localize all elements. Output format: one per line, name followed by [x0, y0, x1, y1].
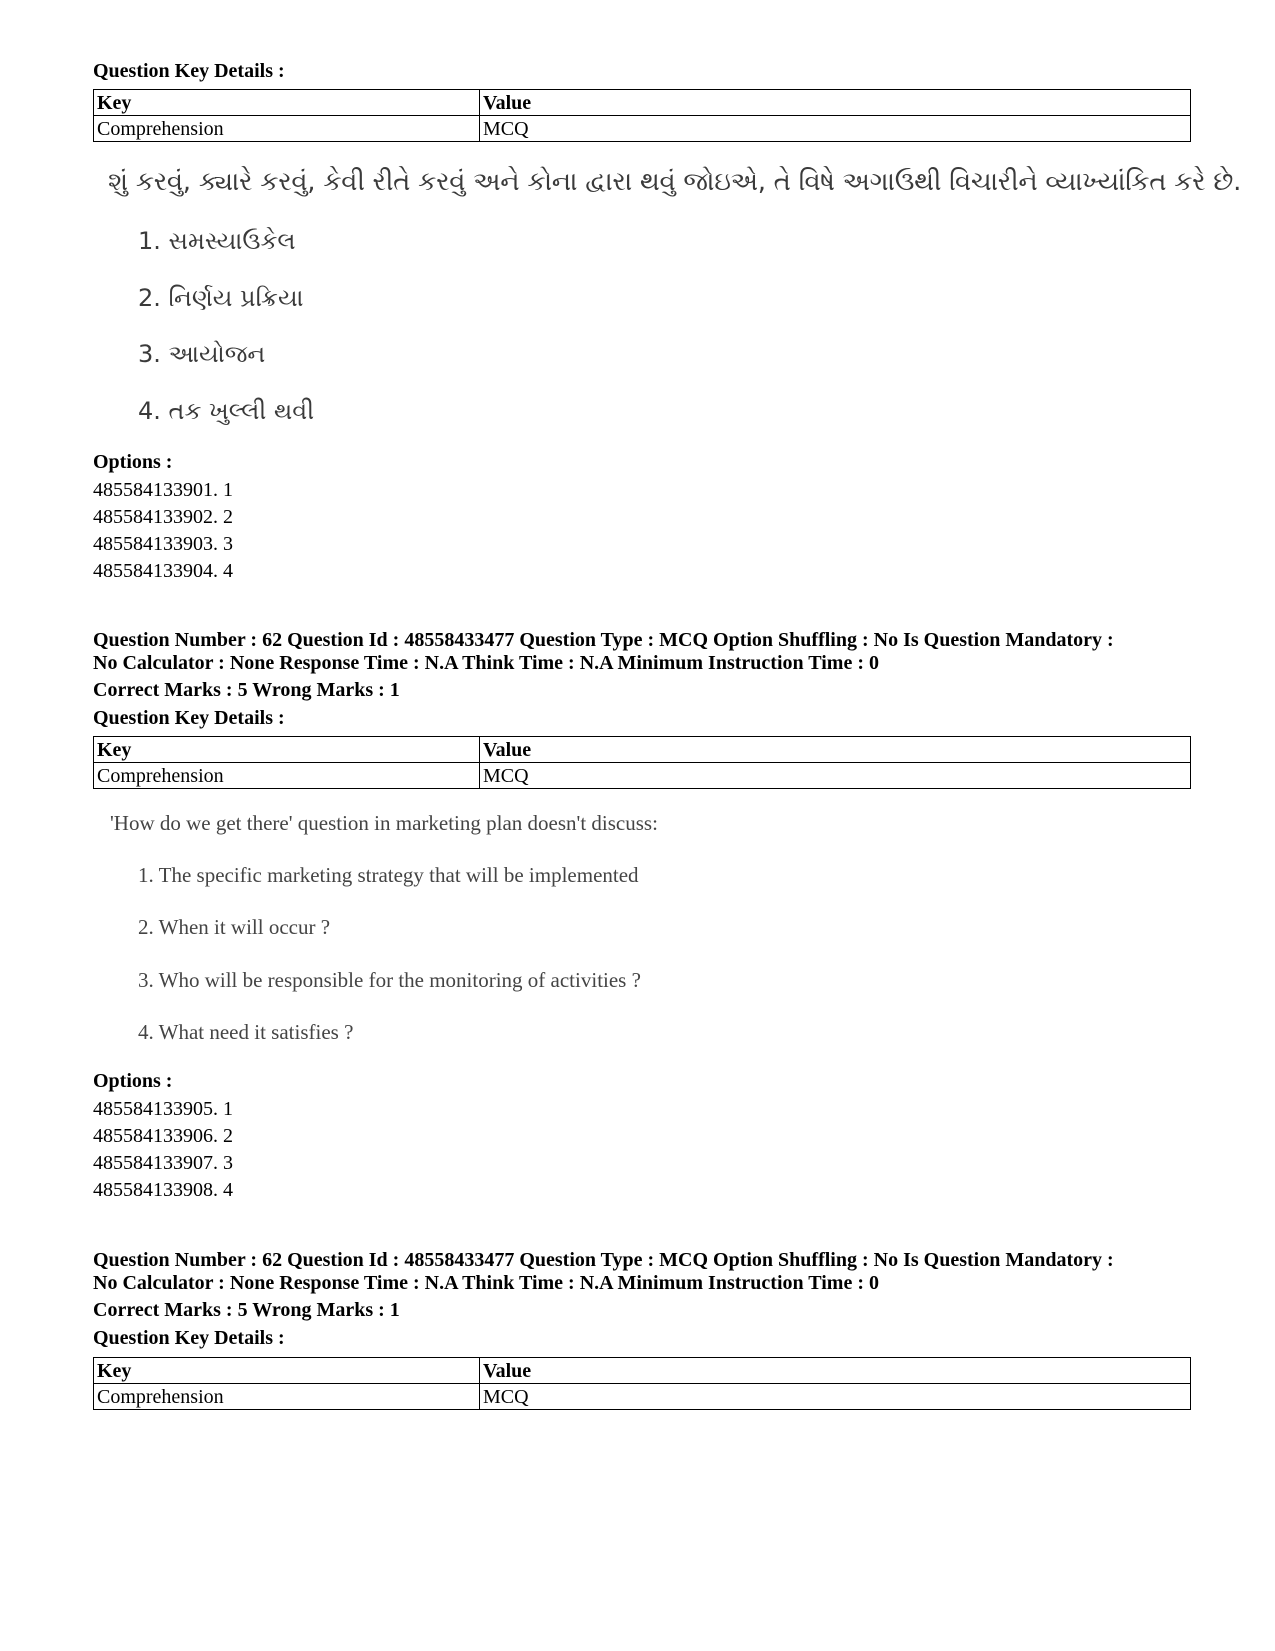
question-image [110, 810, 1010, 1050]
question-image [108, 166, 1242, 436]
table-header-value: Value [480, 90, 1191, 116]
table-cell-key: Comprehension [94, 1384, 480, 1410]
table-header-row [94, 90, 1191, 116]
question-item: 1. સમસ્યાઉકેલ [138, 227, 296, 255]
table-row [94, 1384, 1191, 1410]
question-marks: Correct Marks : 5 Wrong Marks : 1 [93, 1299, 400, 1321]
table-header-row [94, 1358, 1191, 1384]
table-cell-key: Comprehension [94, 116, 480, 142]
question-item: 3. Who will be responsible for the monitoring of activities ? [138, 968, 641, 992]
question-meta-line-2: No Calculator : None Response Time : N.A Think Time : N.A Minimum Instruction Time : 0 [93, 1272, 879, 1294]
key-details-label: Question Key Details : [93, 60, 285, 82]
key-value-table [93, 1357, 1191, 1410]
table-cell-value: MCQ [480, 1384, 1191, 1410]
table-header-row [94, 737, 1191, 763]
question-item: 2. When it will occur ? [138, 915, 331, 939]
question-marks: Correct Marks : 5 Wrong Marks : 1 [93, 679, 400, 701]
key-details-label: Question Key Details : [93, 1327, 285, 1349]
option-item: 485584133906. 2 [93, 1125, 233, 1147]
question-meta-line-2: No Calculator : None Response Time : N.A Think Time : N.A Minimum Instruction Time : 0 [93, 652, 879, 674]
key-value-table [93, 89, 1191, 142]
options-label: Options : [93, 451, 173, 473]
table-cell-value: MCQ [480, 763, 1191, 789]
option-item: 485584133908. 4 [93, 1179, 233, 1201]
question-item: 3. આયોજન [138, 340, 266, 368]
table-header-value: Value [480, 1358, 1191, 1384]
question-meta-line-1: Question Number : 62 Question Id : 48558433477 Question Type : MCQ Option Shuffling : No Is Question Mandatory : [93, 629, 1114, 651]
question-item: 4. What need it satisfies ? [138, 1020, 354, 1044]
option-item: 485584133902. 2 [93, 506, 233, 528]
option-item: 485584133904. 4 [93, 560, 233, 582]
question-item: 1. The specific marketing strategy that will be implemented [138, 863, 639, 887]
table-header-value: Value [480, 737, 1191, 763]
option-item: 485584133907. 3 [93, 1152, 233, 1174]
key-details-label: Question Key Details : [93, 707, 285, 729]
question-stem: 'How do we get there' question in marketing plan doesn't discuss: [110, 811, 658, 835]
question-item: 2. નિર્ણય પ્રક્રિયા [138, 284, 304, 312]
table-cell-key: Comprehension [94, 763, 480, 789]
question-meta-line-1: Question Number : 62 Question Id : 48558433477 Question Type : MCQ Option Shuffling : No Is Question Mandatory : [93, 1249, 1114, 1271]
option-item: 485584133901. 1 [93, 479, 233, 501]
option-item: 485584133905. 1 [93, 1098, 233, 1120]
options-label: Options : [93, 1070, 173, 1092]
key-value-table [93, 736, 1191, 789]
table-header-key: Key [94, 90, 480, 116]
table-cell-value: MCQ [480, 116, 1191, 142]
table-header-key: Key [94, 1358, 480, 1384]
table-row [94, 116, 1191, 142]
table-row [94, 763, 1191, 789]
question-stem: શું કરવું, ક્યારે કરવું, કેવી રીતે કરવું અને કોના દ્વારા થવું જોઇએ, તે વિષે અગાઉથી વિચારીને વ્યાખ્યાંકિત કરે છે. [108, 167, 1242, 197]
table-header-key: Key [94, 737, 480, 763]
question-item: 4. તક ખુલ્લી થવી [138, 397, 315, 425]
option-item: 485584133903. 3 [93, 533, 233, 555]
